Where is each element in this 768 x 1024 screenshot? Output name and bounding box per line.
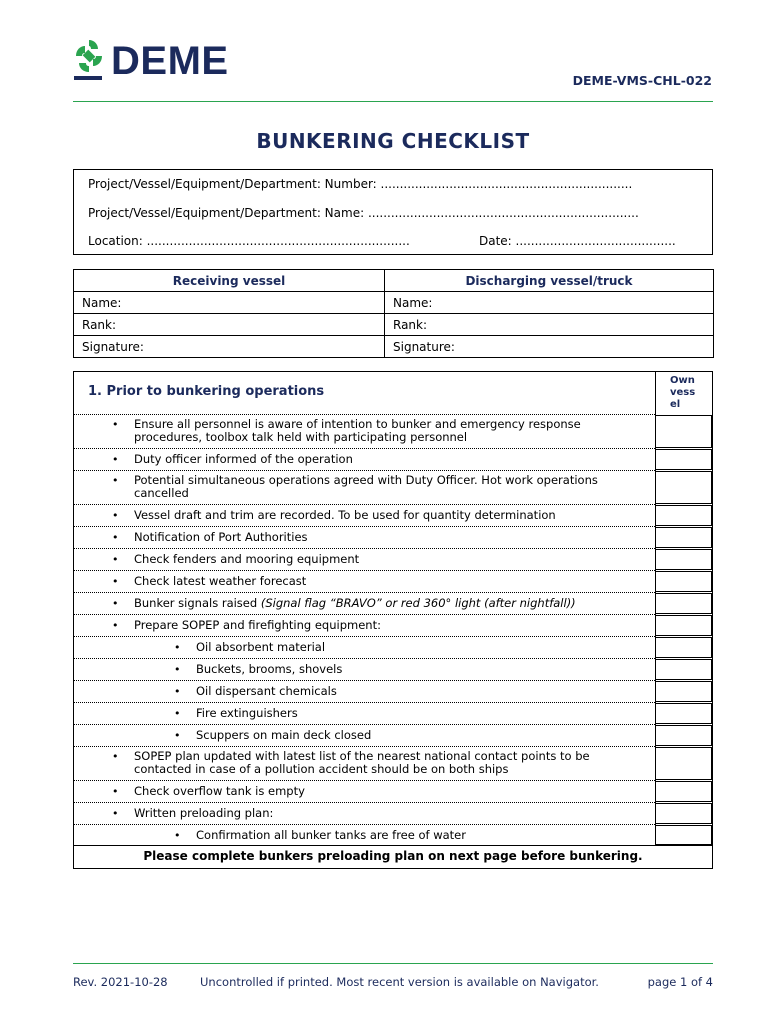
note-divider (74, 845, 712, 846)
item-label: Notification of Port Authorities (134, 530, 308, 544)
item-label: Buckets, brooms, shovels (196, 662, 343, 676)
item-label: Duty officer informed of the operation (134, 452, 353, 466)
bullet-point: • (112, 553, 119, 566)
document-code: DEME-VMS-CHL-022 (572, 73, 712, 88)
own-vessel-checkbox[interactable] (655, 571, 712, 592)
bullet-point: • (112, 418, 119, 431)
bullet-point: • (112, 785, 119, 798)
checklist-item (74, 592, 655, 614)
checklist-item-text (134, 509, 634, 522)
bullet-point: • (174, 685, 181, 698)
item-label: SOPEP plan updated with latest list of the nearest national contact points to be contacted in case of a pollution accident should be on both ships (134, 749, 590, 776)
own-vessel-checkbox[interactable] (655, 747, 712, 780)
checklist-item-text (196, 707, 636, 720)
discharging-vessel-header: Discharging vessel/truck (385, 270, 714, 292)
location-field[interactable]: Location: ..................................................................... (88, 234, 410, 248)
item-label: Written preloading plan: (134, 806, 274, 820)
bullet-point: • (112, 531, 119, 544)
item-label: Vessel draft and trim are recorded. To be used for quantity determination (134, 508, 556, 522)
checklist-item (74, 680, 655, 702)
own-vessel-checkbox[interactable] (655, 593, 712, 614)
bullet-point: • (112, 509, 119, 522)
uncontrolled-notice: Uncontrolled if printed. Most recent version is available on Navigator. (200, 975, 599, 989)
bullet-point: • (112, 453, 119, 466)
own-vessel-checkbox[interactable] (655, 681, 712, 702)
own-vessel-checkbox[interactable] (655, 659, 712, 680)
bullet-point: • (112, 597, 119, 610)
own-vessel-checkbox[interactable] (655, 725, 712, 746)
checklist-item-text (134, 597, 634, 610)
discharging-rank-cell[interactable]: Rank: (385, 314, 714, 336)
item-label: Ensure all personnel is aware of intention to bunker and emergency response procedures, toolbox talk held with participating personnel (134, 417, 581, 444)
discharging-name-cell[interactable]: Name: (385, 292, 714, 314)
checklist-item-text (134, 474, 634, 500)
checklist-item-text (134, 418, 634, 444)
item-label: Oil dispersant chemicals (196, 684, 337, 698)
date-field[interactable]: Date: .......................................... (479, 234, 676, 248)
deme-logo-icon (72, 38, 106, 82)
own-vessel-checkbox[interactable] (655, 415, 712, 448)
bullet-point: • (112, 575, 119, 588)
item-label: Check overflow tank is empty (134, 784, 305, 798)
checklist-item-text (134, 553, 634, 566)
receiving-rank-cell[interactable]: Rank: (74, 314, 385, 336)
bullet-point: • (112, 807, 119, 820)
own-vessel-checkbox[interactable] (655, 615, 712, 636)
item-label: Fire extinguishers (196, 706, 298, 720)
receiving-signature-cell[interactable]: Signature: (74, 336, 385, 358)
checklist-item (74, 702, 655, 724)
checklist-item-text (196, 663, 636, 676)
revision-date: Rev. 2021-10-28 (73, 975, 168, 989)
item-label: Bunker signals raised (134, 596, 261, 610)
bullet-point: • (174, 829, 181, 842)
checklist-item (74, 724, 655, 746)
checklist-item (74, 526, 655, 548)
page-number: page 1 of 4 (647, 975, 713, 989)
bullet-point: • (174, 663, 181, 676)
bullet-point: • (174, 641, 181, 654)
checklist-item-text (196, 729, 636, 742)
own-vessel-checkbox[interactable] (655, 781, 712, 802)
header-divider (73, 101, 713, 102)
own-vessel-checkbox[interactable] (655, 471, 712, 504)
item-label: Potential simultaneous operations agreed with Duty Officer. Hot work operations cancelled (134, 473, 598, 500)
bullet-point: • (112, 750, 119, 763)
checklist-item-text (196, 829, 636, 842)
checklist-item (74, 658, 655, 680)
checklist-item (74, 746, 655, 780)
checklist-item-text (134, 785, 634, 798)
checklist-item (74, 636, 655, 658)
checklist-item (74, 824, 655, 845)
receiving-name-cell[interactable]: Name: (74, 292, 385, 314)
checklist-item-text (134, 531, 634, 544)
checklist-item-text (134, 750, 634, 776)
checklist-item (74, 448, 655, 470)
own-vessel-column-header: Own vessel (670, 375, 696, 410)
page-title: BUNKERING CHECKLIST (256, 129, 530, 153)
item-label: Oil absorbent material (196, 640, 326, 654)
item-label: Scuppers on main deck closed (196, 728, 372, 742)
own-vessel-checkbox[interactable] (655, 803, 712, 824)
signature-table (73, 269, 714, 358)
project-number-field[interactable]: Project/Vessel/Equipment/Department: Number: .................................................................. (88, 177, 633, 191)
own-vessel-checkbox[interactable] (655, 703, 712, 724)
checklist-item-text (196, 685, 636, 698)
own-vessel-checkbox[interactable] (655, 549, 712, 570)
preloading-note: Please complete bunkers preloading plan on next page before bunkering. (143, 849, 643, 863)
discharging-signature-cell[interactable]: Signature: (385, 336, 714, 358)
checklist-item-text (134, 575, 634, 588)
bullet-point: • (112, 474, 119, 487)
checklist-item-text (134, 807, 634, 820)
item-label: Prepare SOPEP and firefighting equipment: (134, 618, 381, 632)
checklist-item (74, 470, 655, 504)
checklist-item-text (196, 641, 636, 654)
footer-divider (73, 963, 713, 964)
own-vessel-checkbox[interactable] (655, 527, 712, 548)
checklist-section (73, 371, 713, 869)
item-italic-note: (Signal flag “BRAVO” or red 360° light (after nightfall)) (260, 596, 576, 610)
own-vessel-checkbox[interactable] (655, 449, 712, 470)
section-header (74, 372, 655, 414)
logo-wordmark: DEME (111, 39, 229, 83)
checklist-item (74, 504, 655, 526)
checklist-item-text (134, 453, 634, 466)
own-vessel-checkbox[interactable] (655, 637, 712, 658)
own-vessel-checkbox[interactable] (655, 825, 712, 845)
bullet-point: • (174, 707, 181, 720)
receiving-vessel-header: Receiving vessel (74, 270, 385, 292)
bullet-point: • (174, 729, 181, 742)
item-label: Check latest weather forecast (134, 574, 307, 588)
checklist-item-text (134, 619, 634, 632)
bullet-point: • (112, 619, 119, 632)
section-title: 1. Prior to bunkering operations (88, 384, 325, 399)
checklist-item (74, 570, 655, 592)
own-vessel-checkbox[interactable] (655, 505, 712, 526)
checklist-item (74, 614, 655, 636)
item-label: Check fenders and mooring equipment (134, 552, 360, 566)
item-label: Confirmation all bunker tanks are free of water (196, 828, 466, 842)
project-name-field[interactable]: Project/Vessel/Equipment/Department: Name: ....................................................................... (88, 206, 639, 220)
project-info-box (73, 169, 713, 255)
checklist-item (74, 414, 655, 448)
checklist-item (74, 548, 655, 570)
checklist-item (74, 802, 655, 824)
checklist-item (74, 780, 655, 802)
